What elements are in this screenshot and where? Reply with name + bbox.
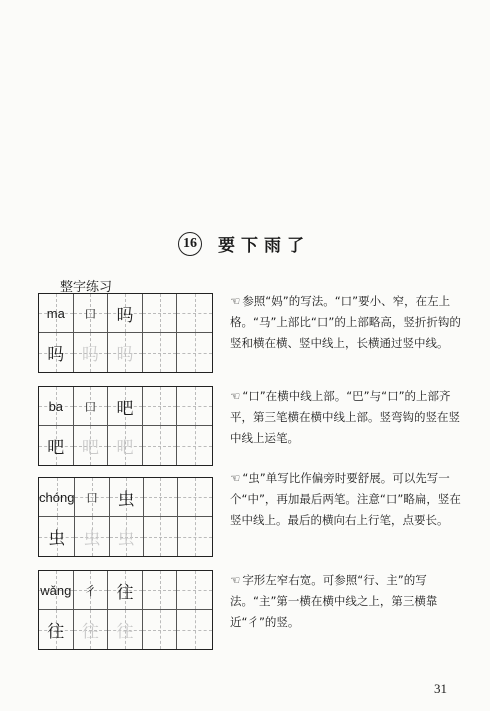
trace-character: 吗 — [116, 345, 134, 365]
pointing-hand-icon: ☜ — [230, 294, 241, 308]
model-character: 虫 — [48, 529, 66, 549]
trace-character: 吗 — [81, 345, 99, 365]
writing-note: ☜ 参照“妈”的写法。“口”要小、窄，在左上格。“马”上部比“口”的上部略高，竖折折钩的竖和横在横、竖中线上，长横通过竖中线。 — [230, 291, 462, 354]
radical: 口 — [85, 490, 98, 505]
lesson-name: 要下雨了 — [218, 236, 310, 256]
trace-character: 往 — [81, 622, 99, 642]
radical: 彳 — [84, 583, 97, 598]
trace-character: 虫 — [117, 529, 135, 549]
pointing-hand-icon: ☜ — [230, 573, 241, 587]
model-character: 吗 — [47, 345, 65, 365]
character: 吗 — [116, 305, 134, 326]
character: 虫 — [117, 489, 135, 510]
practice-grid — [38, 477, 213, 557]
writing-note: ☜ 字形左窄右宽。可参照“行、主”的写法。“主”第一横在横中线之上，第三横靠近“彳”的竖。 — [230, 570, 462, 633]
model-character: 往 — [47, 622, 65, 642]
pinyin: wǎng — [40, 582, 72, 598]
trace-character: 吧 — [116, 438, 134, 458]
pinyin: chóng — [39, 489, 75, 505]
pinyin: ma — [46, 305, 65, 321]
section-label: 整字练习 — [60, 280, 113, 295]
lesson-title — [178, 231, 310, 256]
writing-note: ☜ “口”在横中线上部。“巴”与“口”的上部齐平，第三笔横在横中线上部。竖弯钩的竖在竖中线上运笔。 — [230, 386, 462, 449]
pointing-hand-icon: ☜ — [230, 471, 241, 485]
lesson-number-badge: 16 — [178, 232, 202, 256]
character: 往 — [116, 582, 134, 603]
trace-character: 虫 — [83, 529, 101, 549]
model-character: 吧 — [47, 438, 65, 458]
pointing-hand-icon: ☜ — [230, 389, 241, 403]
pinyin: ba — [48, 398, 64, 414]
character: 吧 — [116, 398, 134, 419]
page-number: 31 — [434, 681, 447, 696]
practice-grid — [38, 386, 213, 466]
radical: 口 — [84, 399, 97, 414]
practice-grid — [38, 570, 213, 650]
practice-grid — [38, 293, 213, 373]
trace-character: 吧 — [81, 438, 99, 458]
trace-character: 往 — [116, 622, 134, 642]
writing-note: ☜ “虫”单写比作偏旁时要舒展。可以先写一个“中”，再加最后两笔。注意“口”略扁，竖在竖中线上。最后的横向右上行笔，点要长。 — [230, 468, 462, 531]
radical: 口 — [84, 306, 97, 321]
